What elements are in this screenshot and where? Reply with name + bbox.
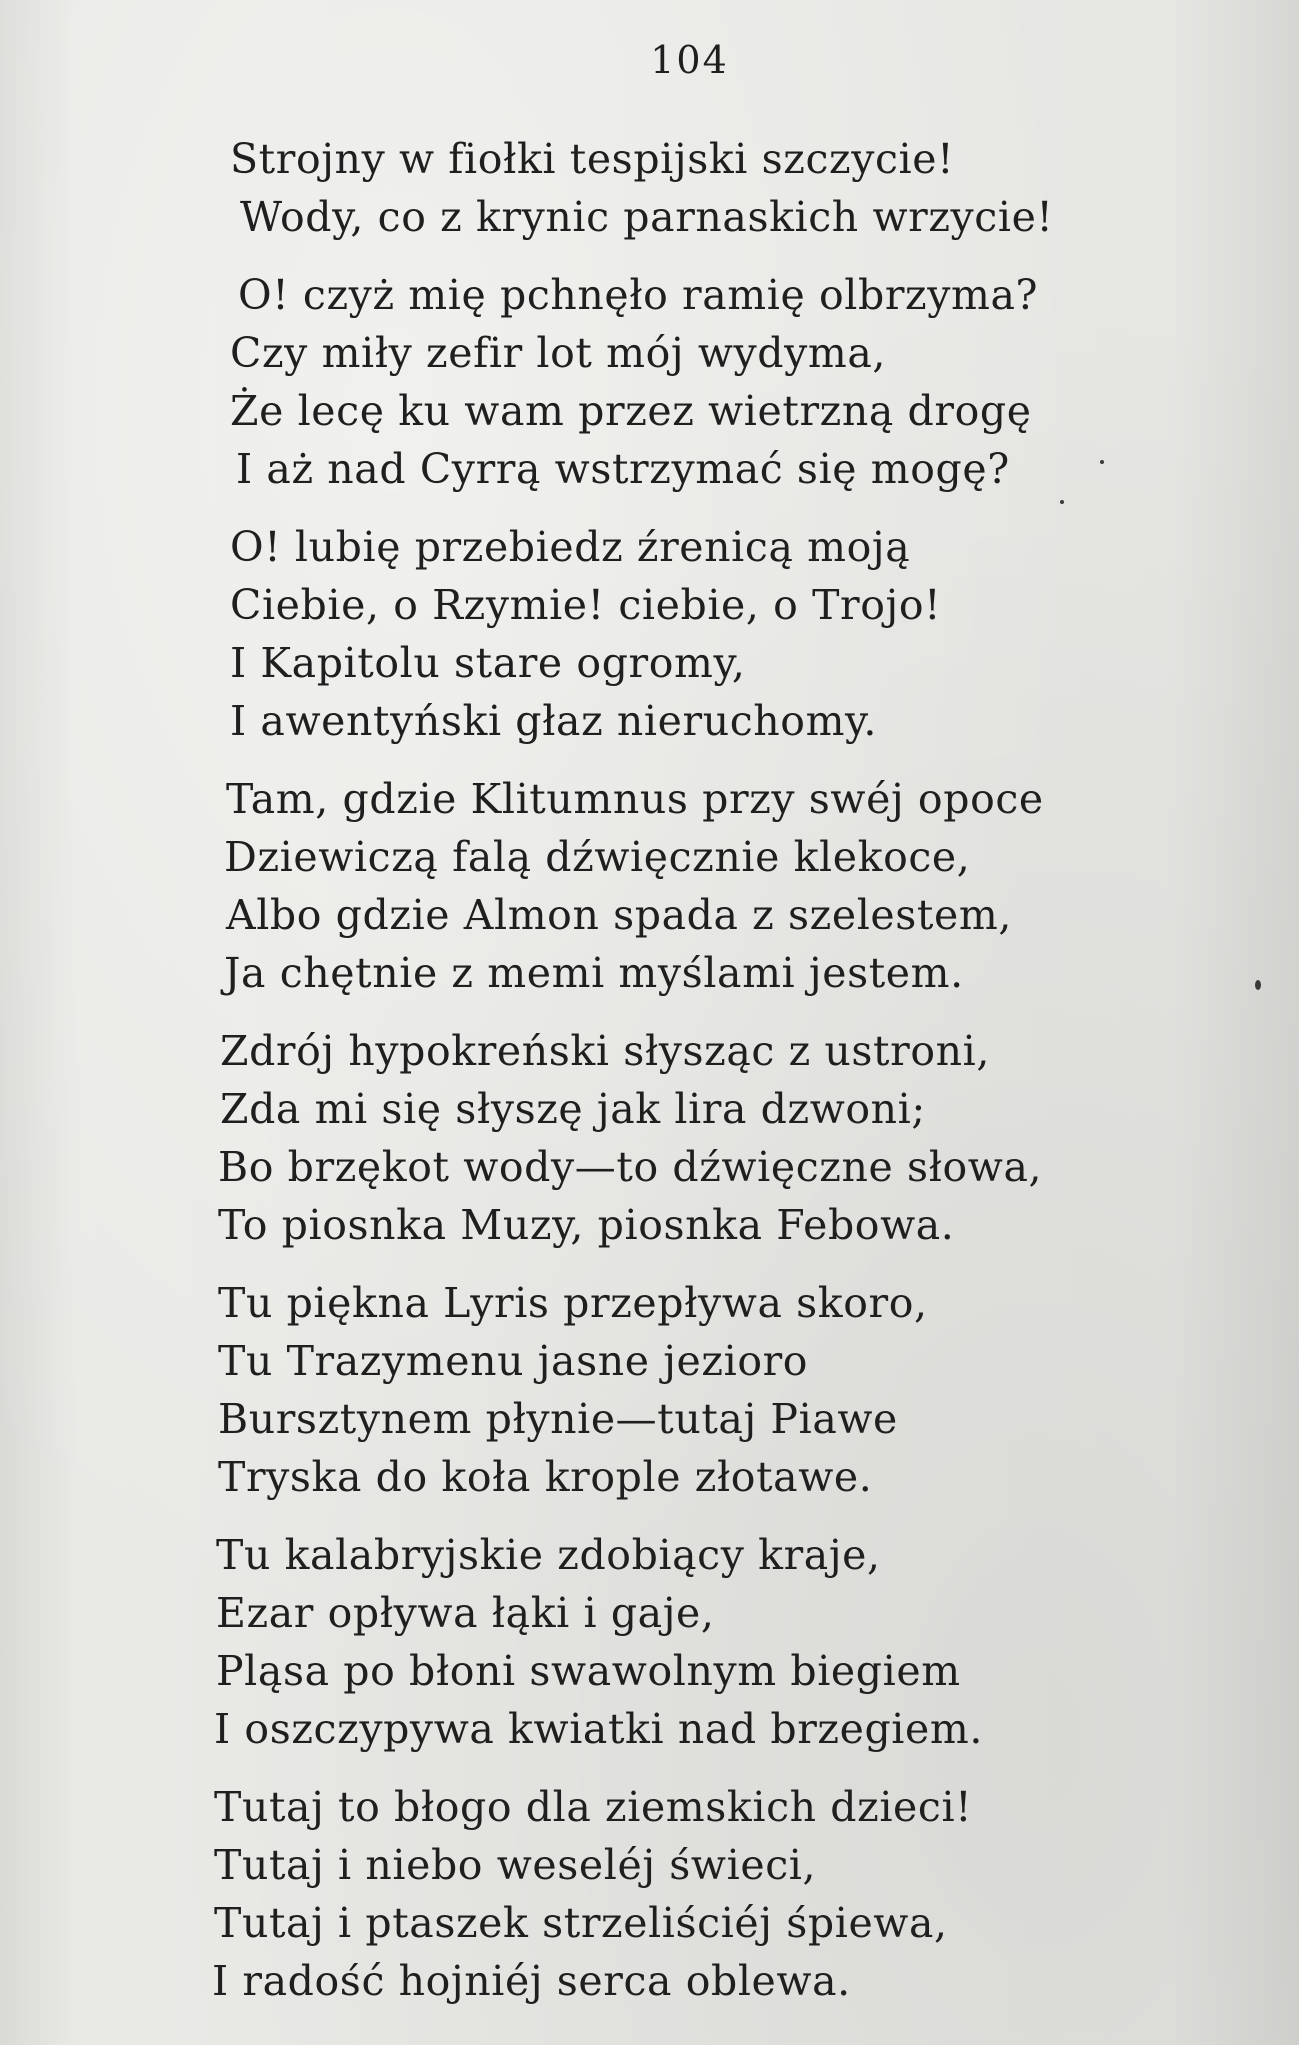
- stanza: [218, 1274, 1240, 1506]
- print-speck: [1255, 980, 1261, 990]
- poem-line: O! lubię przebiedz źrenicą moją: [230, 523, 911, 571]
- print-speck: [1060, 500, 1064, 504]
- poem-line: Ezar opływa łąki i gaje,: [216, 1589, 715, 1637]
- poem-line: I radość hojniéj serca oblewa.: [212, 1957, 851, 2005]
- stanza: [224, 770, 1240, 1002]
- poem-line: Ciebie, o Rzymie! ciebie, o Trojo!: [230, 581, 942, 629]
- poem-line: Zda mi się słyszę jak lira dzwoni;: [220, 1085, 926, 1133]
- poem-line: Albo gdzie Almon spada z szelestem,: [226, 891, 1012, 939]
- poem-line: Tu kalabryjskie zdobiący kraje,: [216, 1531, 881, 1579]
- poem-line: I oszczypywa kwiatki nad brzegiem.: [214, 1705, 983, 1753]
- poem-line: I awentyński głaz nieruchomy.: [230, 697, 877, 745]
- print-speck: [1100, 460, 1104, 464]
- poem-line: Strojny w fiołki tespijski szczycie!: [230, 135, 955, 183]
- poem-line: Że lecę ku wam przez wietrzną drogę: [230, 387, 1032, 435]
- poem-line: Czy miły zefir lot mój wydyma,: [230, 329, 887, 377]
- poem-line: Wody, co z krynic parnaskich wrzycie!: [240, 193, 1054, 241]
- poem-line: Bursztynem płynie—tutaj Piawe: [218, 1395, 898, 1443]
- poem-line: Pląsa po błoni swawolnym biegiem: [216, 1647, 961, 1695]
- poem-line: Tam, gdzie Klitumnus przy swéj opoce: [226, 775, 1044, 823]
- page-number: 104: [650, 38, 729, 82]
- poem-text: [212, 130, 1240, 2030]
- poem-line: O! czyż mię pchnęło ramię olbrzyma?: [238, 271, 1039, 319]
- stanza: [212, 1778, 1240, 2010]
- stanza: [230, 130, 1240, 246]
- poem-line: Tutaj i ptaszek strzeliściéj śpiewa,: [214, 1899, 948, 1947]
- poem-line: Dziewiczą falą dźwięcznie klekoce,: [224, 833, 971, 881]
- stanza: [230, 266, 1240, 498]
- stanza: [218, 1022, 1240, 1254]
- poem-line: I aż nad Cyrrą wstrzymać się mogę?: [236, 445, 1010, 493]
- poem-line: Tu Trazymenu jasne jezioro: [218, 1337, 809, 1385]
- stanza: [230, 518, 1240, 750]
- stanza: [214, 1526, 1240, 1758]
- poem-line: Tryska do koła krople złotawe.: [218, 1453, 873, 1501]
- poem-line: Tutaj to błogo dla ziemskich dzieci!: [214, 1783, 973, 1831]
- poem-line: I Kapitolu stare ogromy,: [230, 639, 746, 687]
- poem-line: Zdrój hypokreński słysząc z ustroni,: [220, 1027, 990, 1075]
- poem-line: Tu piękna Lyris przepływa skoro,: [218, 1279, 928, 1327]
- poem-line: To piosnka Muzy, piosnka Febowa.: [218, 1201, 955, 1249]
- poem-line: Ja chętnie z memi myślami jestem.: [224, 949, 964, 997]
- poem-line: Tutaj i niebo weseléj świeci,: [214, 1841, 817, 1889]
- poem-line: Bo brzękot wody—to dźwięczne słowa,: [218, 1143, 1043, 1191]
